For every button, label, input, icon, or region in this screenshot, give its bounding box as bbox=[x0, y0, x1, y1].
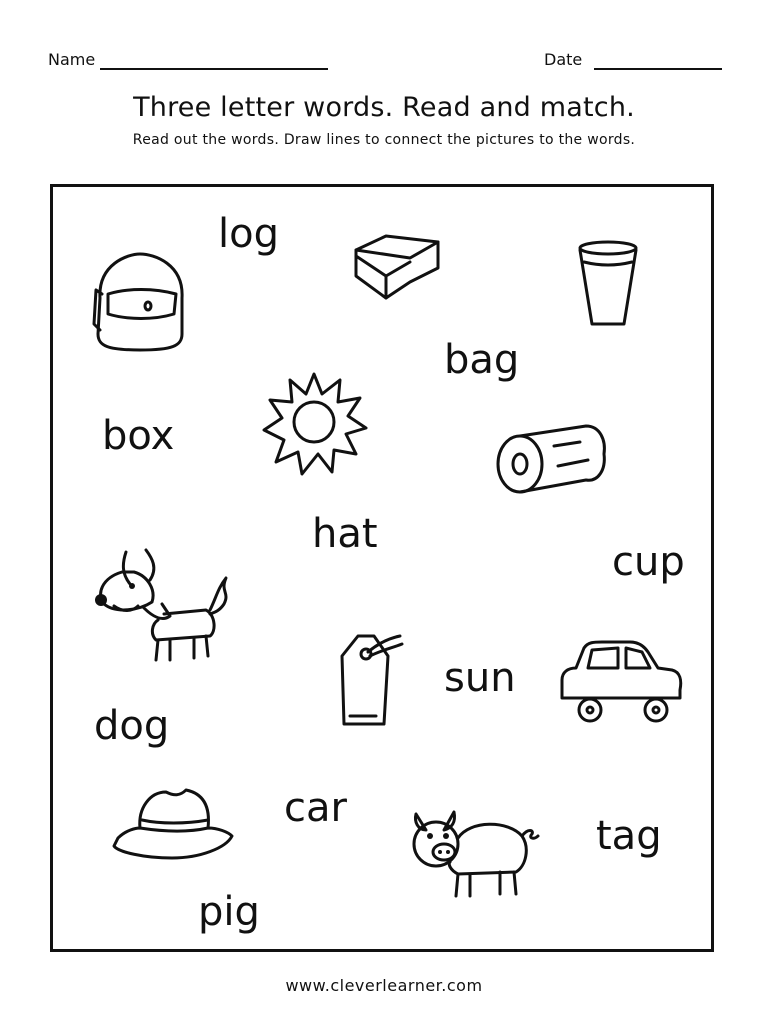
dog-icon[interactable] bbox=[92, 544, 232, 666]
word-hat[interactable]: hat bbox=[312, 511, 378, 557]
word-bag[interactable]: bag bbox=[444, 337, 520, 383]
word-box[interactable]: box bbox=[102, 413, 175, 459]
word-tag[interactable]: tag bbox=[596, 813, 662, 859]
box-icon[interactable] bbox=[350, 232, 444, 304]
footer-website[interactable]: www.cleverlearner.com bbox=[285, 976, 483, 995]
car-icon[interactable] bbox=[558, 640, 684, 728]
name-field[interactable] bbox=[100, 68, 328, 70]
bag-icon[interactable] bbox=[88, 250, 192, 354]
name-label: Name bbox=[48, 50, 96, 69]
cup-icon[interactable] bbox=[576, 240, 640, 330]
worksheet-instructions: Read out the words. Draw lines to connect the pictures to the words. bbox=[132, 132, 636, 148]
pig-icon[interactable] bbox=[404, 806, 540, 902]
word-pig[interactable]: pig bbox=[198, 889, 260, 935]
tag-icon[interactable] bbox=[334, 630, 404, 730]
sun-icon[interactable] bbox=[262, 370, 372, 480]
date-field[interactable] bbox=[594, 68, 722, 70]
log-icon[interactable] bbox=[494, 420, 610, 498]
worksheet-title: Three letter words. Read and match. bbox=[133, 92, 635, 123]
word-dog[interactable]: dog bbox=[94, 703, 170, 749]
word-sun[interactable]: sun bbox=[444, 655, 516, 701]
word-log[interactable]: log bbox=[218, 211, 279, 257]
date-label: Date bbox=[544, 50, 583, 69]
word-cup[interactable]: cup bbox=[612, 539, 685, 585]
hat-icon[interactable] bbox=[110, 786, 236, 862]
word-car[interactable]: car bbox=[284, 785, 347, 831]
